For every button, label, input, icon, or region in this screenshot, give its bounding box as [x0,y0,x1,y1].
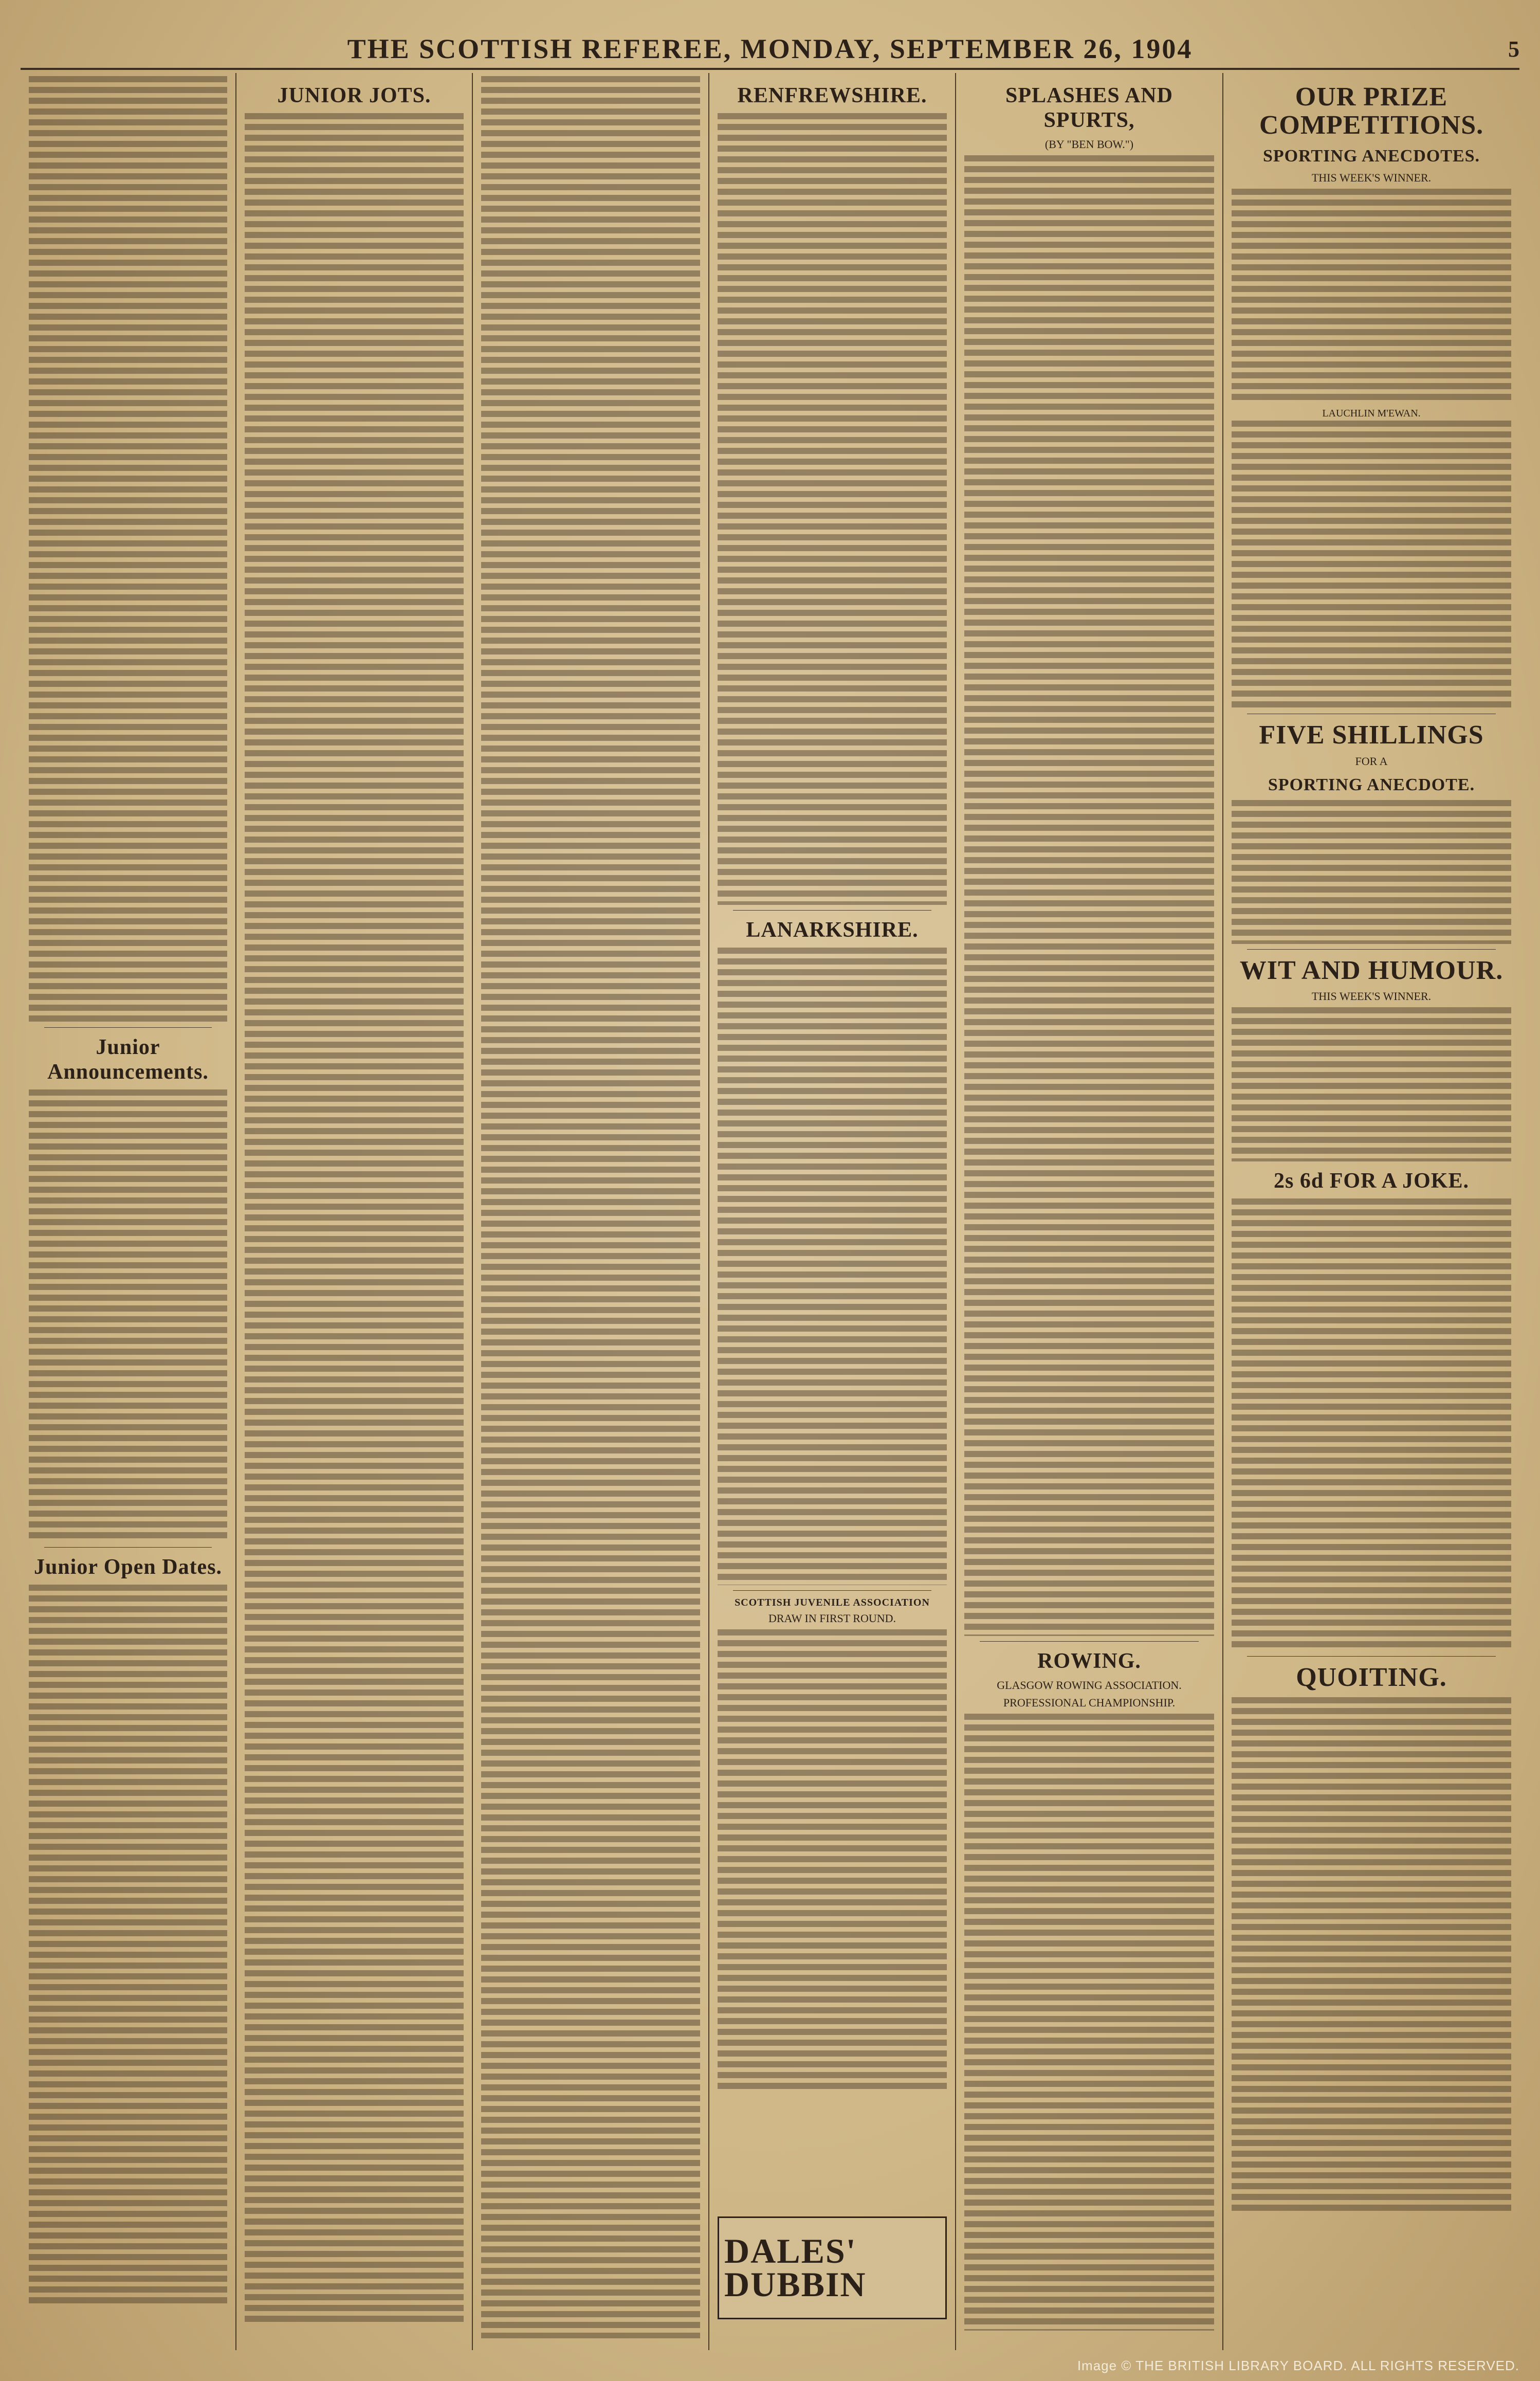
five-shillings-heading: FIVE SHILLINGS [1259,720,1484,750]
column-5 [956,73,1223,2350]
splashes-and-spurts-heading: SPLASHES AND SPURTS, [1005,84,1173,132]
column-1-body [29,76,227,1022]
five-shillings-rules [1232,800,1511,944]
splashes-byline: (BY "BEN BOW.") [1044,138,1134,151]
divider [733,910,931,911]
renfrewshire-body [718,113,947,905]
advertisement-brand [724,2231,867,2304]
divider [44,1027,212,1028]
junior-announcements-heading: Junior Announcements. [47,1035,209,1084]
masthead [21,31,1519,67]
lanarkshire-body [718,948,947,1585]
divider [733,1590,931,1591]
column-3-body [481,76,700,2338]
wit-and-humour-heading: WIT AND HUMOUR. [1239,955,1504,985]
five-shillings-for: FOR A [1355,754,1388,768]
divider [44,1547,212,1548]
newspaper-title: THE SCOTTISH REFEREE, MONDAY, SEPTEMBER 26, 1904 [347,33,1193,64]
sporting-anecdote-heading: SPORTING ANECDOTE. [1268,775,1475,794]
advertisement-brand-line-2: DUBBIN [724,2265,867,2304]
quoiting-body [1232,1697,1511,2211]
junior-open-dates-heading: Junior Open Dates. [33,1555,223,1579]
juvenile-draw-subheading: DRAW IN FIRST ROUND. [768,1612,896,1625]
juvenile-association-heading: SCOTTISH JUVENILE ASSOCIATION [735,1597,930,1608]
open-dates-body [29,1585,227,2304]
column-3 [473,73,709,2350]
page-number: 5 [1508,36,1519,62]
sporting-anecdotes-heading: SPORTING ANECDOTES. [1262,147,1480,166]
lanarkshire-heading: LANARKSHIRE. [746,918,919,942]
columns [21,73,1519,2350]
column-6 [1223,73,1519,2350]
column-1 [21,73,236,2350]
divider [1247,1656,1496,1657]
joke-rules [1232,1198,1511,1651]
prize-competitions-heading: OUR PRIZE COMPETITIONS. [1259,82,1484,140]
joke-prize-heading: 2s 6d FOR A JOKE. [1274,1169,1469,1193]
junior-jots-body [245,113,464,2324]
dales-dubbin-advertisement [718,2216,947,2319]
quoiting-heading: QUOITING. [1296,1663,1447,1693]
divider [1247,949,1496,950]
divider [980,1641,1199,1642]
rowing-body [964,1714,1214,2331]
column-4 [709,73,956,2350]
announcements-body [29,1089,227,1542]
winner-name: LAUCHLIN M'EWAN. [1322,408,1421,420]
advertisement-brand-line-1: DALES' [724,2231,857,2271]
rowing-subheading-2: PROFESSIONAL CHAMPIONSHIP. [1003,1696,1176,1709]
juvenile-draw-body [718,1629,947,2092]
winner-subheading: THIS WEEK'S WINNER. [1311,171,1432,185]
copyright-notice: Image © THE BRITISH LIBRARY BOARD. ALL RIGHTS RESERVED. [1077,2358,1519,2373]
renfrewshire-heading: RENFREWSHIRE. [737,84,927,107]
junior-jots-heading: JUNIOR JOTS. [277,84,431,107]
masthead-rule [21,68,1519,70]
rowing-heading: ROWING. [1037,1649,1141,1673]
splashes-body [964,155,1214,1636]
column-2 [236,73,473,2350]
wit-body [1232,1007,1511,1161]
anecdote-body [1232,189,1511,405]
anecdote-body-2 [1232,421,1511,708]
wit-winner-subheading: THIS WEEK'S WINNER. [1311,990,1432,1003]
rowing-subheading: GLASGOW ROWING ASSOCIATION. [997,1679,1182,1692]
